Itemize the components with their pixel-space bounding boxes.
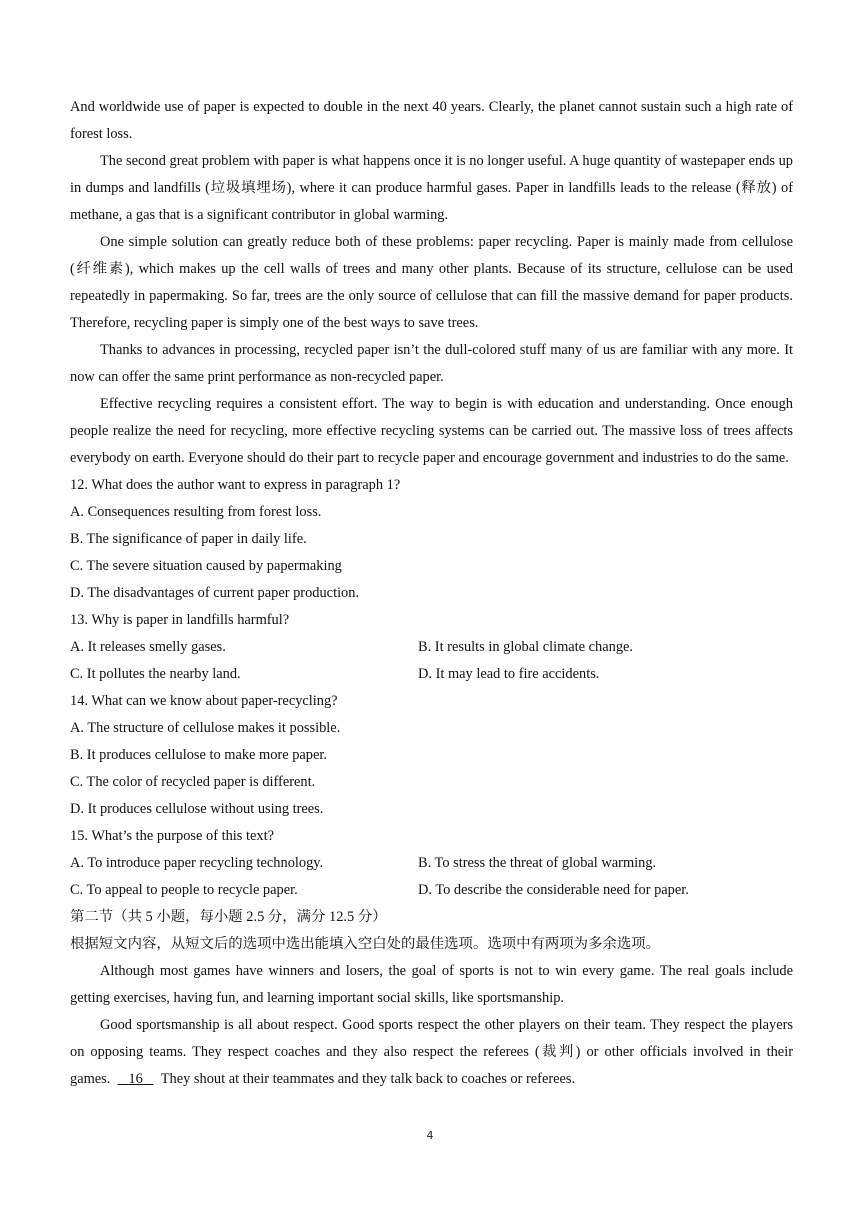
question-14-option-c: C. The color of recycled paper is different.	[70, 774, 316, 790]
section-2-paragraph-2	[70, 1012, 793, 1093]
question-12-stem: 12. What does the author want to express in paragraph 1?	[70, 477, 401, 493]
question-15-options-row-1	[70, 850, 793, 877]
question-15-option-a: A. To introduce paper recycling technology.	[70, 855, 324, 871]
question-13-stem: 13. Why is paper in landfills harmful?	[70, 612, 290, 628]
document-page	[70, 94, 793, 1093]
question-14-stem: 14. What can we know about paper-recycling?	[70, 693, 338, 709]
page-number: 4	[426, 1129, 434, 1142]
section-2-heading: 第二节（共 5 小题，每小题 2.5 分，满分 12.5 分）	[70, 909, 387, 925]
section-2-paragraph-2-tail: They shout at their teammates and they talk back to coaches or referees.	[160, 1071, 576, 1087]
question-13-option-c: C. It pollutes the nearby land.	[70, 666, 241, 682]
question-15-option-b: B. To stress the threat of global warming.	[418, 855, 657, 871]
question-12-option-d: D. The disadvantages of current paper production.	[70, 585, 360, 601]
question-12-option-c: C. The severe situation caused by papermaking	[70, 558, 342, 574]
question-15-stem: 15. What’s the purpose of this text?	[70, 828, 274, 844]
section-2-paragraph-2-text: Good sportsmanship is all about respect. Good sports respect the other players on their team. They respect the players on opposing teams. They respect coaches and they also respect the referees (裁判) or other officials involved in their games.	[70, 1017, 793, 1087]
section-2-instruction: 根据短文内容，从短文后的选项中选出能填入空白处的最佳选项。选项中有两项为多余选项。	[70, 936, 661, 952]
question-12-option-b: B. The significance of paper in daily life.	[70, 531, 307, 547]
question-13-options-row-1	[70, 634, 793, 661]
question-14-option-d: D. It produces cellulose without using trees.	[70, 801, 324, 817]
question-13-option-d: D. It may lead to fire accidents.	[418, 666, 600, 682]
question-14-option-b: B. It produces cellulose to make more paper.	[70, 747, 327, 763]
answer-blank-16	[118, 1071, 154, 1087]
question-15-option-c: C. To appeal to people to recycle paper.	[70, 882, 298, 898]
passage-paragraph-3: One simple solution can greatly reduce both of these problems: paper recycling. Paper is mainly made from cellulose (纤维素), which makes up the cell walls of trees and many other plants. Because of its structure, cellulose can be used repeatedly in papermaking. So far, trees are the only source of cellulose that can fill the massive demand for paper products. Therefore, recycling paper is simply one of the best ways to save trees.	[70, 234, 793, 331]
question-13-option-b: B. It results in global climate change.	[418, 639, 634, 655]
passage-paragraph-4: Thanks to advances in processing, recycled paper isn’t the dull-colored stuff many of us are familiar with any more. It now can offer the same print performance as non-recycled paper.	[70, 342, 793, 385]
section-2-paragraph-1: Although most games have winners and losers, the goal of sports is not to win every game. The real goals include getting exercises, having fun, and learning important social skills, like sportsmanship.	[70, 963, 793, 1006]
answer-blank-16-number: 16	[128, 1071, 143, 1087]
question-12-option-a: A. Consequences resulting from forest loss.	[70, 504, 322, 520]
passage-paragraph-2: The second great problem with paper is what happens once it is no longer useful. A huge quantity of wastepaper ends up in dumps and landfills (垃圾填埋场), where it can produce harmful gases. Paper in landfills leads to the release (释放) of methane, a gas that is a significant contributor in global warming.	[70, 153, 793, 223]
question-13-options-row-2	[70, 661, 793, 688]
question-15-options-row-2	[70, 877, 793, 904]
passage-paragraph-1: And worldwide use of paper is expected to double in the next 40 years. Clearly, the planet cannot sustain such a high rate of forest loss.	[70, 99, 793, 142]
question-13-option-a: A. It releases smelly gases.	[70, 639, 226, 655]
passage-paragraph-5: Effective recycling requires a consistent effort. The way to begin is with education and understanding. Once enough people realize the need for recycling, more effective recycling systems can be carried out. The massive loss of trees affects everybody on earth. Everyone should do their part to recycle paper and encourage government and industries to do the same.	[70, 396, 793, 466]
question-15-option-d: D. To describe the considerable need for paper.	[418, 882, 689, 898]
question-14-option-a: A. The structure of cellulose makes it possible.	[70, 720, 341, 736]
